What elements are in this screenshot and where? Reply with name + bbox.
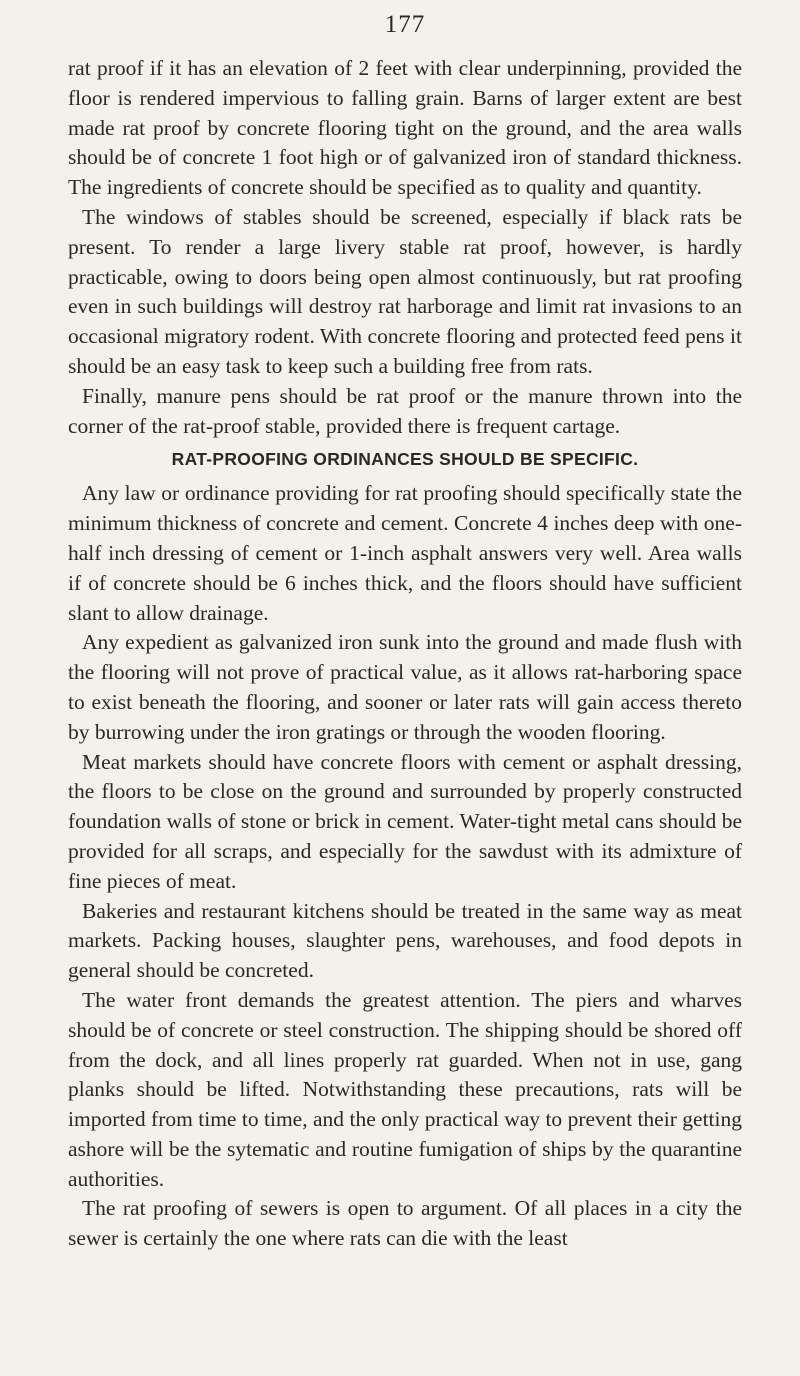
- page-number: 177: [384, 11, 426, 38]
- paragraph-7: Bakeries and restaurant kitchens should be treated in the same way as meat markets. Packing houses, slaughter pens, warehouses, and food depots in general should be concreted.: [68, 898, 742, 983]
- paragraph-6: Meat markets should have concrete floors with cement or asphalt dressing, the floors to be close on the ground and surrounded by properly constructed foundation walls of stone or brick in cement. Water-tight metal cans should be provided for all scraps, and especially for the sawdust with its admixture of fine pieces of meat.: [68, 749, 742, 893]
- body-text: [68, 54, 742, 1254]
- paragraph-4: Any law or ordinance providing for rat proofing should specifically state the minimum thickness of concrete and cement. Concrete 4 inches deep with one-half inch dressing of cement or 1-inch asphalt answers very well. Area walls if of concrete should be 6 inches thick, and the floors should have sufficient slant to allow drainage.: [68, 481, 742, 625]
- paragraph-3: Finally, manure pens should be rat proof or the manure thrown into the corner of the rat-proof stable, provided there is frequent cartage.: [68, 383, 742, 438]
- paragraph-5: Any expedient as galvanized iron sunk into the ground and made flush with the flooring will not prove of practical value, as it allows rat-harboring space to exist beneath the flooring, and sooner or later rats will gain access thereto by burrowing under the iron gratings or through the wooden flooring.: [68, 630, 742, 744]
- paragraph-1: rat proof if it has an elevation of 2 feet with clear underpinning, provided the floor is rendered impervious to falling grain. Barns of larger extent are best made rat proof by concrete flooring tight on the ground, and the area walls should be of concrete 1 foot high or of galvanized iron of standard thickness. The ingredients of concrete should be specified as to quality and quantity.: [68, 56, 742, 200]
- paragraph-8: The water front demands the greatest attention. The piers and wharves should be of concrete or steel construction. The shipping should be shored off from the dock, and all lines properly rat guarded. When not in use, gang planks should be lifted. Notwithstanding these precautions, rats will be imported from time to time, and the only practical way to prevent their getting ashore will be the sytematic and routine fumigation of ships by the quarantine authorities.: [68, 987, 742, 1191]
- section-heading: RAT-PROOFING ORDINANCES SHOULD BE SPECIFIC.: [171, 449, 639, 470]
- paragraph-9: The rat proofing of sewers is open to argument. Of all places in a city the sewer is certainly the one where rats can die with the least: [68, 1196, 742, 1251]
- paragraph-2: The windows of stables should be screened, especially if black rats be present. To render a large livery stable rat proof, however, is hardly practicable, owing to doors being open almost continuously, but rat proofing even in such buildings will destroy rat harborage and limit rat invasions to an occasional migratory rodent. With concrete flooring and protected feed pens it should be an easy task to keep such a building free from rats.: [68, 204, 742, 378]
